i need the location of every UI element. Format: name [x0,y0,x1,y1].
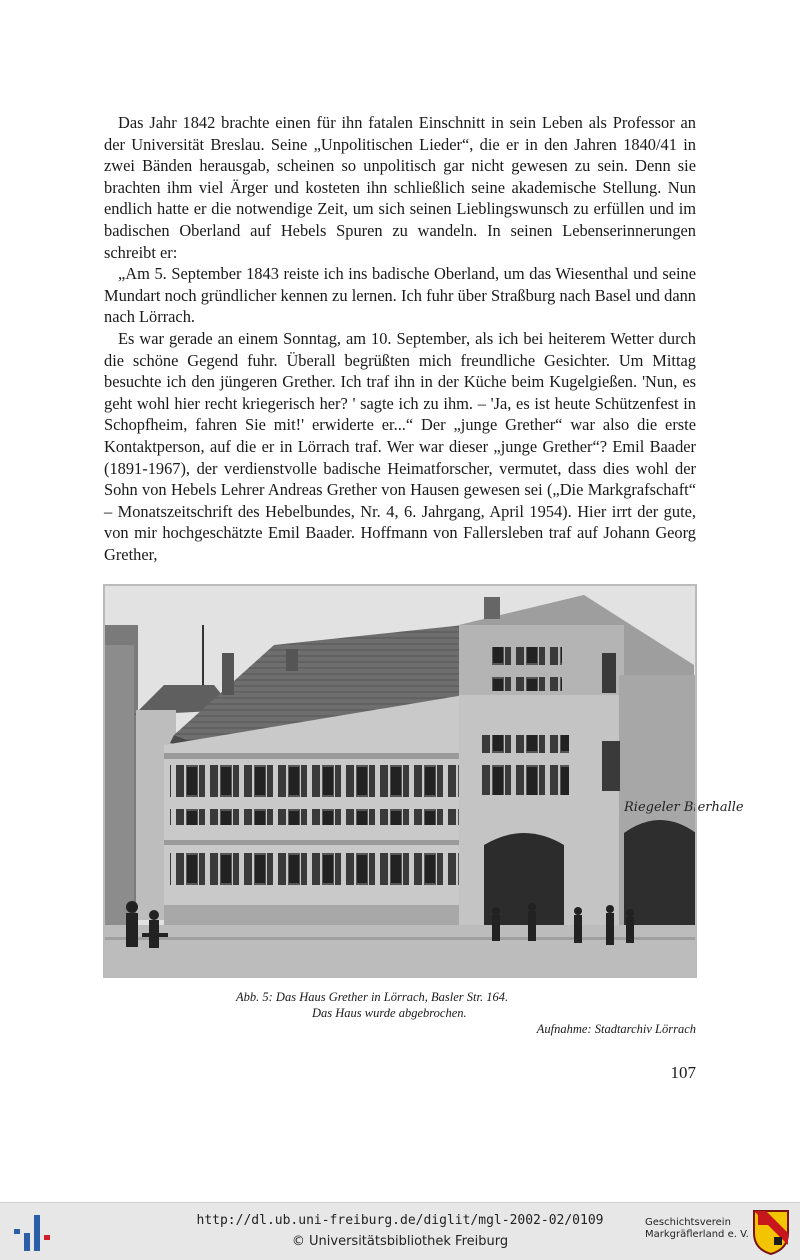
caption-line-2: Das Haus wurde abgebrochen. [312,1006,467,1020]
photo-credit: Aufnahme: Stadtarchiv Lörrach [536,1022,696,1036]
footer-bar [0,1202,800,1260]
society-crest-icon [752,1209,790,1255]
copyright-notice: © Universitätsbibliothek Freiburg [291,1234,509,1249]
paragraph: Das Jahr 1842 brachte einen für ihn fatalen Einschnitt in sein Leben als Professor an der Universität Breslau. Seine „Unpolitischen Lieder“, die er in den Jahren 1840/41 in zwei Bänden herausgab, scheinen so unpolitisch gar nicht gewesen zu sein. Denn sie brachten ihm viel Ärger und kosteten ihn schließlich seine akademische Stellung. Nun endlich hatte er die notwendige Zeit, um sich seinen Lieblingswunsch zu erfüllen und im badischen Oberland auf Hebels Spuren zu wandeln. In seinen Lebenserinnerungen schreibt er: [104,113,696,262]
society-line-2: Markgräflerland e. V. [645,1229,749,1240]
paragraph: „Am 5. September 1843 reiste ich ins badische Oberland, um das Wiesenthal und seine Mundart noch gründlicher kennen zu lernen. Ich fuhr über Straßburg nach Basel und dann nach Lörrach. [104,264,696,327]
caption-line-1: Abb. 5: Das Haus Grether in Lörrach, Basler Str. 164. [236,990,509,1004]
figure-photo [104,585,744,977]
document-url[interactable]: http://dl.ub.uni-freiburg.de/diglit/mgl-2002-02/0109 [196,1213,604,1228]
paragraph: Es war gerade an einem Sonntag, am 10. September, als ich bei heiterem Wetter durch die schöne Gegend fuhr. Überall begrüßten mich freundliche Gesichter. Um Mittag besuchte ich den jüngeren Grether. Ich traf ihn in der Küche beim Kugelgießen. 'Nun, es geht wohl hier recht kriegerisch her? ' sagte ich zu ihm. – 'Ja, es ist heute Schützenfest in Schopfheim, fahren Sie mit!' erwiderte er...“ Der „junge Grether“ war also die erste Kontaktperson, auf die er in Lörrach traf. Wer war dieser „junge Grether“? Emil Baader (1891-1967), der verdienstvolle badische Heimatforscher, vermutet, dass dies wohl der Sohn von Hebels Lehrer Andreas Grether von Hausen gewesen sei („Die Markgrafschaft“ – Monatszeitschrift des Hebelbundes, Nr. 4, 6. Jahrgang, April 1954). Hier irrt der gute, von mir hochgeschätzte Emil Baader. Hoffmann von Fallersleben traf auf Johann Georg Grether, [104,328,696,564]
society-line-1: Geschichtsverein [645,1217,731,1228]
society-name [645,1217,749,1241]
sign-text: Riegeler Bierhalle [624,800,744,815]
page-number: 107 [670,1063,696,1082]
body-text [104,112,696,565]
